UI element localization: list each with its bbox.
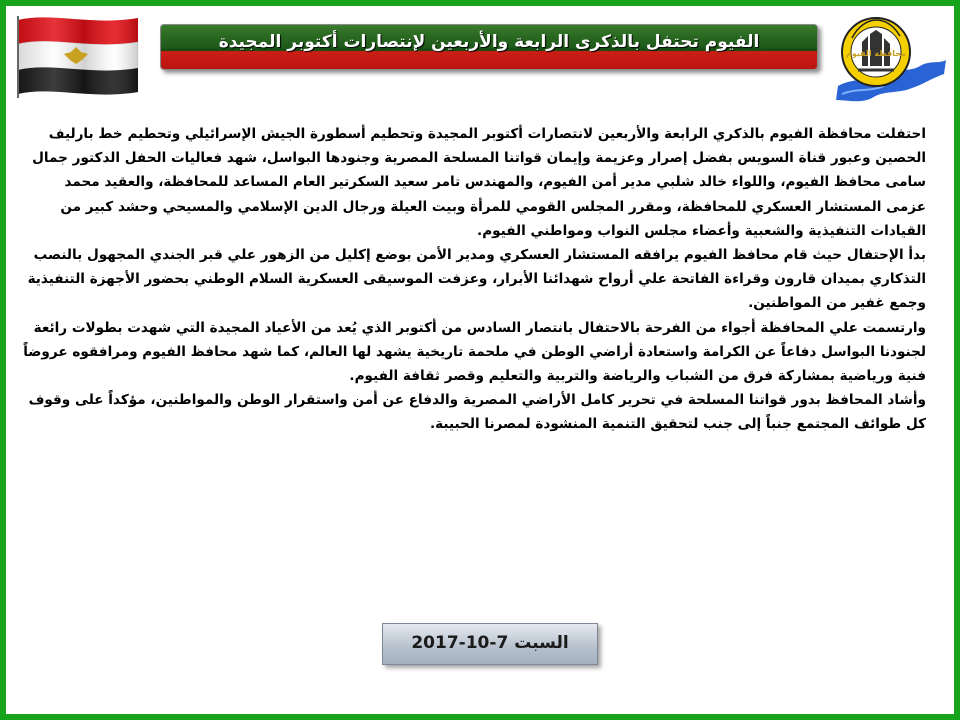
article-body bbox=[20, 122, 926, 437]
date-label: السبت 7-10-2017 bbox=[411, 633, 569, 653]
egypt-flag-icon bbox=[12, 12, 144, 98]
article-paragraph: وأشاد المحافظ بدور قواتنا المسلحة في تحرير كامل الأراضي المصرية والدفاع عن أمن واستقرار الوطن والمواطنين، مؤكداً على وقوف كل طوائف المجتمع جنباً إلى جنب لتحقيق التنمية المنشودة لمصرنا الحبيبة. bbox=[28, 392, 926, 433]
article-paragraph: احتفلت محافظة الفيوم بالذكري الرابعة والأربعين لانتصارات أكتوبر المجيدة وتحطيم أسطورة الجيش الإسرائيلي وتحطيم خط بارليف الحصين وعبور قناة السويس بفضل إصرار وعزيمة وإيمان قواتنا المسلحة المصرية وجنودها البواسل، شهد فعاليات الحفل الدكتور جمال سامى محافظ الفيوم، واللواء خالد شلبي مدير أمن الفيوم، والمهندس تامر سعيد السكرتير العام المساعد للمحافظة، والعقيد محمد عزمى المستشار العسكري للمحافظة، ومقرر المجلس القومي للمرأة وبيت العيلة ورجال الدين الإسلامي والمسيحي وحشد كبير من القيادات التنفيذية والشعبية وأعضاء مجلس النواب ومواطني الفيوم. bbox=[32, 126, 926, 239]
date-box bbox=[382, 623, 598, 665]
title-banner bbox=[160, 24, 818, 70]
page-title: الفيوم تحتفل بالذكرى الرابعة والأربعين لإنتصارات أكتوبر المجيدة bbox=[218, 32, 760, 52]
logo-text: محافظة الفيوم bbox=[845, 49, 907, 58]
article-paragraph: وارتسمت علي المحافظة أجواء من الفرحة بالاحتفال بانتصار السادس من أكتوبر الذي يُعد من الأعياد المجيدة التي شهدت بطولات رائعة لجنودنا البواسل دفاعاً عن الكرامة واستعادة أراضي الوطن في ملحمة تاريخية يشهد لها العالم، كما شهد محافظ الفيوم ومرافقوه عروضاً فنية ورياضية بمشاركة فرق من الشباب والرياضة والتربية والتعليم وقصر ثقافة الفيوم. bbox=[23, 319, 926, 385]
article-paragraph: بدأ الإحتفال حيث قام محافظ الفيوم يرافقه المستشار العسكري ومدير الأمن بوضع إكليل من الزهور علي قبر الجندي المجهول بالنصب التذكاري بميدان قارون وقراءة الفاتحة علي أرواح شهدائنا الأبرار، وعزفت الموسيقى العسكرية السلام الوطني بحضور الأجهزة التنفيذية وجمع غفير من المواطنين. bbox=[27, 247, 926, 312]
fayoum-logo-icon bbox=[832, 8, 950, 108]
